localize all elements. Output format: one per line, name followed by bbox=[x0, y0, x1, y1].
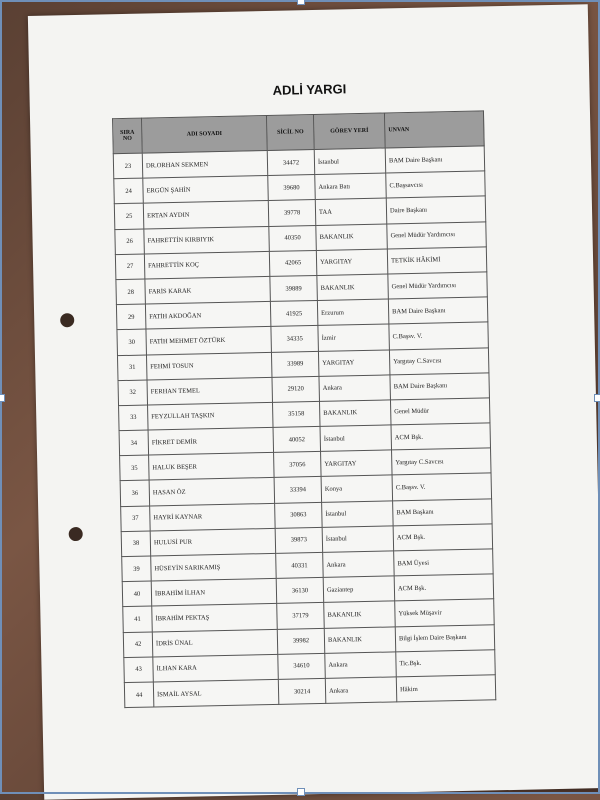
cell-sicil-no: 40052 bbox=[273, 426, 321, 452]
cell-adi-soyadi: FERHAN TEMEL bbox=[147, 377, 273, 405]
cell-sicil-no: 39778 bbox=[268, 200, 316, 226]
cell-gorev-yeri: Gaziantep bbox=[323, 576, 395, 603]
cell-unvan: BAM Başkanı bbox=[393, 498, 493, 525]
resize-handle[interactable] bbox=[297, 788, 305, 796]
cell-gorev-yeri: YARGITAY bbox=[321, 450, 393, 477]
cell-gorev-yeri: Ankara bbox=[319, 375, 391, 402]
cell-unvan: TETKİK HÂKİMİ bbox=[387, 247, 487, 274]
cell-gorev-yeri: Erzurum bbox=[317, 299, 389, 326]
cell-unvan: C.Başsv. V. bbox=[392, 473, 492, 500]
cell-sira-no: 42 bbox=[123, 632, 153, 658]
cell-adi-soyadi: İDRİS ÜNAL bbox=[152, 629, 278, 657]
cell-unvan: Genel Müdür Yardımcısı bbox=[388, 272, 488, 299]
cell-unvan: Bilgi İşlem Daire Başkanı bbox=[395, 624, 495, 651]
cell-unvan: Yargıtay C.Savcısı bbox=[392, 448, 492, 475]
punch-hole bbox=[60, 313, 74, 327]
cell-unvan: Genel Müdür bbox=[390, 398, 490, 425]
resize-handle[interactable] bbox=[297, 0, 305, 5]
cell-sicil-no: 29120 bbox=[272, 376, 320, 402]
cell-sicil-no: 37179 bbox=[277, 603, 325, 629]
cell-sicil-no: 33394 bbox=[274, 477, 322, 503]
cell-adi-soyadi: İBRAHİM İLHAN bbox=[151, 579, 277, 607]
cell-unvan: Tic.Bşk. bbox=[396, 650, 496, 677]
cell-unvan: Hâkim bbox=[396, 675, 496, 702]
cell-sira-no: 27 bbox=[115, 254, 145, 280]
cell-adi-soyadi: HÜSEYİN SARIKAMIŞ bbox=[151, 553, 277, 581]
cell-adi-soyadi: FATİH AKDOĞAN bbox=[145, 302, 271, 330]
cell-unvan: Daire Başkanı bbox=[386, 196, 486, 223]
cell-sira-no: 41 bbox=[123, 606, 153, 632]
cell-unvan: ACM Bşk. bbox=[393, 524, 493, 551]
cell-sicil-no: 41925 bbox=[270, 301, 318, 327]
cell-sira-no: 28 bbox=[116, 279, 146, 305]
cell-sira-no: 23 bbox=[113, 153, 143, 179]
cell-gorev-yeri: Ankara Batı bbox=[315, 173, 387, 200]
cell-sicil-no: 34610 bbox=[278, 653, 326, 679]
cell-sicil-no: 40350 bbox=[269, 225, 317, 251]
cell-sira-no: 24 bbox=[114, 178, 144, 204]
cell-sicil-no: 35158 bbox=[272, 401, 320, 427]
cell-sira-no: 44 bbox=[124, 682, 154, 708]
cell-adi-soyadi: İBRAHİM PEKTAŞ bbox=[152, 604, 278, 632]
cell-adi-soyadi: FİKRET DEMİR bbox=[148, 427, 274, 455]
cell-gorev-yeri: TAA bbox=[315, 198, 387, 225]
cell-gorev-yeri: BAKANLIK bbox=[316, 224, 388, 251]
header-sicil-no: SİCİL NO bbox=[266, 114, 314, 150]
cell-sicil-no: 30214 bbox=[278, 678, 326, 704]
cell-unvan: BAM Üyesi bbox=[394, 549, 494, 576]
cell-sicil-no: 40331 bbox=[276, 552, 324, 578]
cell-adi-soyadi: FARİS KARAK bbox=[145, 276, 271, 304]
punch-hole bbox=[69, 527, 83, 541]
cell-unvan: BAM Daire Başkanı bbox=[390, 373, 490, 400]
cell-sicil-no: 36130 bbox=[276, 578, 324, 604]
cell-sira-no: 29 bbox=[116, 304, 146, 330]
cell-adi-soyadi: HASAN ÖZ bbox=[149, 478, 275, 506]
cell-sira-no: 34 bbox=[119, 430, 149, 456]
cell-sira-no: 36 bbox=[120, 480, 150, 506]
cell-gorev-yeri: İzmir bbox=[318, 324, 390, 351]
cell-sicil-no: 42065 bbox=[269, 250, 317, 276]
cell-adi-soyadi: FEYZULLAH TAŞKIN bbox=[148, 402, 274, 430]
cell-adi-soyadi: FEHMİ TOSUN bbox=[146, 352, 272, 380]
header-unvan: UNVAN bbox=[384, 111, 484, 148]
cell-sira-no: 26 bbox=[115, 229, 145, 255]
cell-sicil-no: 34335 bbox=[271, 326, 319, 352]
cell-gorev-yeri: BAKANLIK bbox=[319, 400, 391, 427]
cell-gorev-yeri: İstanbul bbox=[322, 501, 394, 528]
cell-adi-soyadi: FAHRETTİN KIRBIYIK bbox=[144, 226, 270, 254]
cell-gorev-yeri: YARGITAY bbox=[316, 249, 388, 276]
cell-gorev-yeri: Konya bbox=[321, 475, 393, 502]
cell-gorev-yeri: BAKANLIK bbox=[317, 274, 389, 301]
cell-sira-no: 38 bbox=[121, 531, 151, 557]
cell-adi-soyadi: DR.ORHAN SEKMEN bbox=[142, 150, 268, 178]
cell-sira-no: 43 bbox=[124, 657, 154, 683]
cell-unvan: ACM Bşk. bbox=[394, 574, 494, 601]
table-body bbox=[113, 146, 496, 708]
cell-sira-no: 33 bbox=[119, 405, 149, 431]
cell-gorev-yeri: İstanbul bbox=[314, 148, 386, 175]
cell-sira-no: 25 bbox=[114, 203, 144, 229]
cell-unvan: BAM Daire Başkanı bbox=[385, 146, 485, 173]
personnel-table bbox=[112, 110, 496, 708]
cell-adi-soyadi: İLHAN KARA bbox=[153, 654, 279, 682]
cell-gorev-yeri: Ankara bbox=[323, 551, 395, 578]
cell-adi-soyadi: FATİH MEHMET ÖZTÜRK bbox=[146, 327, 272, 355]
cell-sicil-no: 39889 bbox=[270, 275, 318, 301]
cell-unvan: C.Başsv. V. bbox=[389, 322, 489, 349]
cell-sira-no: 32 bbox=[118, 380, 148, 406]
header-gorev-yeri: GÖREV YERİ bbox=[313, 113, 385, 149]
cell-unvan: Yargıtay C.Savcısı bbox=[389, 347, 489, 374]
header-sira-no: SIRA NO bbox=[113, 118, 143, 154]
cell-sicil-no: 34472 bbox=[267, 149, 315, 175]
cell-unvan: Genel Müdür Yardımcısı bbox=[387, 221, 487, 248]
cell-gorev-yeri: Ankara bbox=[325, 677, 397, 704]
cell-sira-no: 31 bbox=[117, 355, 147, 381]
resize-handle[interactable] bbox=[0, 394, 5, 402]
cell-gorev-yeri: YARGITAY bbox=[318, 349, 390, 376]
cell-adi-soyadi: HALUK BEŞER bbox=[149, 453, 275, 481]
document-page bbox=[28, 4, 600, 800]
cell-sicil-no: 39680 bbox=[268, 175, 316, 201]
cell-unvan: C.Başsavcısı bbox=[386, 171, 486, 198]
cell-sicil-no: 30863 bbox=[275, 502, 323, 528]
cell-sicil-no: 39873 bbox=[275, 527, 323, 553]
cell-sira-no: 40 bbox=[122, 581, 152, 607]
cell-unvan: Yüksek Müşavir bbox=[395, 599, 495, 626]
cell-unvan: ACM Bşk. bbox=[391, 423, 491, 450]
cell-unvan: BAM Daire Başkanı bbox=[388, 297, 488, 324]
cell-adi-soyadi: ERGÜN ŞAHİN bbox=[143, 176, 269, 204]
cell-gorev-yeri: BAKANLIK bbox=[324, 601, 396, 628]
cell-adi-soyadi: HAYRİ KAYNAR bbox=[150, 503, 276, 531]
cell-adi-soyadi: ERTAN AYDIN bbox=[143, 201, 269, 229]
cell-sira-no: 30 bbox=[117, 329, 147, 355]
cell-adi-soyadi: FAHRETTİN KOÇ bbox=[144, 251, 270, 279]
cell-gorev-yeri: İstanbul bbox=[322, 526, 394, 553]
page-title: ADLİ YARGI bbox=[272, 81, 347, 98]
cell-gorev-yeri: Ankara bbox=[325, 652, 397, 679]
cell-sicil-no: 33989 bbox=[271, 351, 319, 377]
cell-gorev-yeri: İstanbul bbox=[320, 425, 392, 452]
cell-sicil-no: 37056 bbox=[274, 452, 322, 478]
cell-sicil-no: 39982 bbox=[277, 628, 325, 654]
cell-sira-no: 35 bbox=[120, 455, 150, 481]
cell-adi-soyadi: HULUSİ PUR bbox=[150, 528, 276, 556]
cell-gorev-yeri: BAKANLIK bbox=[324, 626, 396, 653]
header-adi-soyadi: ADI SOYADI bbox=[142, 115, 268, 153]
cell-sira-no: 39 bbox=[122, 556, 152, 582]
cell-adi-soyadi: İSMAİL AYSAL bbox=[153, 679, 279, 707]
resize-handle[interactable] bbox=[594, 394, 600, 402]
cell-sira-no: 37 bbox=[121, 506, 151, 532]
